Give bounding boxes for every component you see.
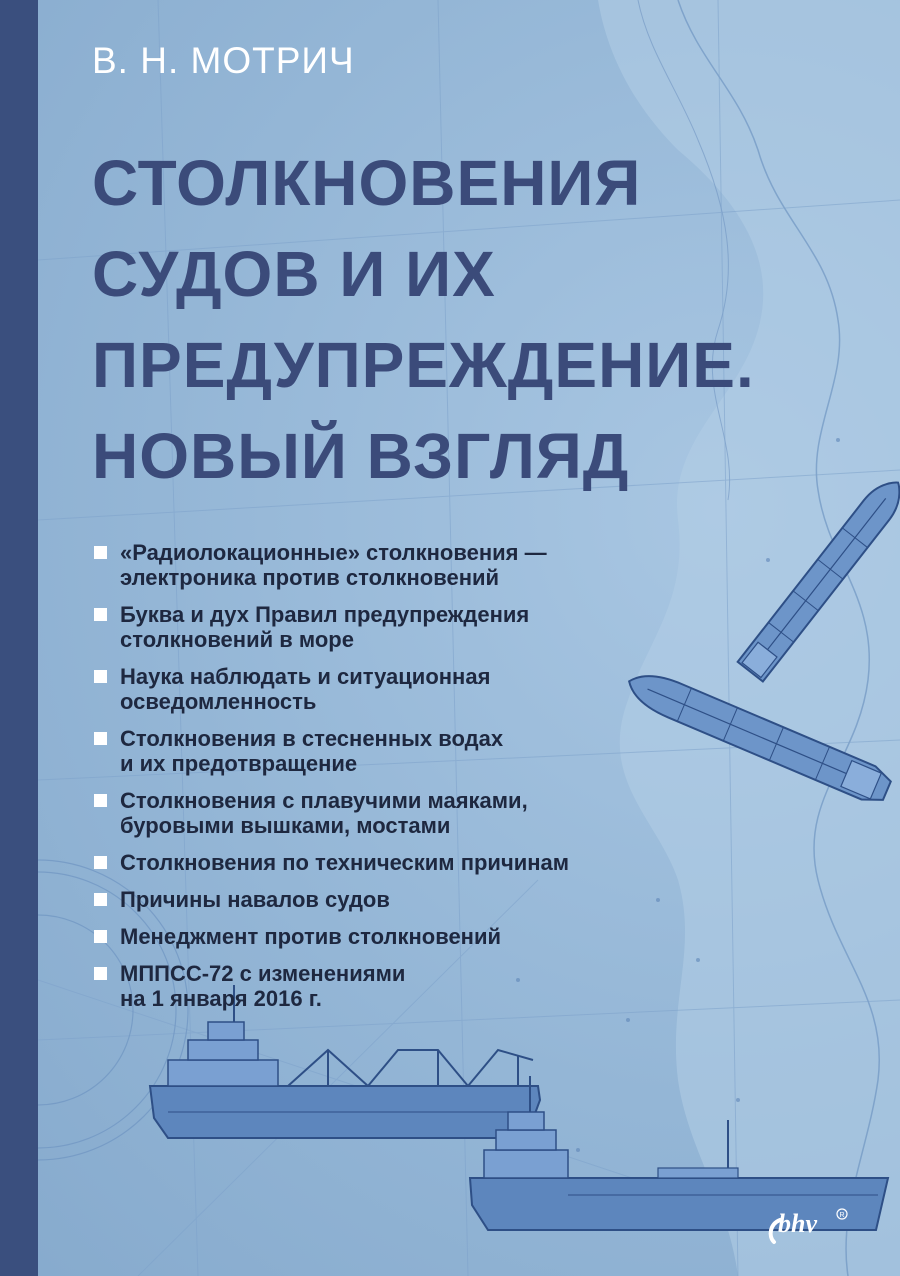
publisher-logo-text: bhv <box>778 1209 817 1238</box>
feature-list <box>94 540 654 1023</box>
bullet-square-icon <box>94 967 107 980</box>
list-item: Буква и дух Правил предупреждения столкновений в море <box>94 602 654 652</box>
bullet-square-icon <box>94 893 107 906</box>
list-item: МППСС-72 с изменениями на 1 января 2016 г. <box>94 961 654 1011</box>
list-item: Столкновения в стесненных водах и их предотвращение <box>94 726 654 776</box>
cover-spine-band <box>0 0 38 1276</box>
bhv-logo <box>760 1196 860 1252</box>
bullet-square-icon <box>94 608 107 621</box>
list-item: «Радиолокационные» столкновения — электроника против столкновений <box>94 540 654 590</box>
bullet-square-icon <box>94 546 107 559</box>
title-line: СУДОВ И ИХ <box>92 238 496 310</box>
bullet-square-icon <box>94 732 107 745</box>
list-item: Менеджмент против столкновений <box>94 924 654 949</box>
list-item: Столкновения с плавучими маяками, буровыми вышками, мостами <box>94 788 654 838</box>
author-name: В. Н. МОТРИЧ <box>92 40 355 81</box>
bullet-square-icon <box>94 794 107 807</box>
list-item: Наука наблюдать и ситуационная осведомленность <box>94 664 654 714</box>
list-item: Причины навалов судов <box>94 887 654 912</box>
book-title <box>92 138 892 502</box>
title-line: СТОЛКНОВЕНИЯ <box>92 147 642 219</box>
bullet-square-icon <box>94 856 107 869</box>
bullet-square-icon <box>94 930 107 943</box>
bullet-square-icon <box>94 670 107 683</box>
title-line: НОВЫЙ ВЗГЛЯД <box>92 420 630 492</box>
svg-text:R: R <box>839 1212 845 1219</box>
title-line: ПРЕДУПРЕЖДЕНИЕ. <box>92 329 755 401</box>
list-item: Столкновения по техническим причинам <box>94 850 654 875</box>
